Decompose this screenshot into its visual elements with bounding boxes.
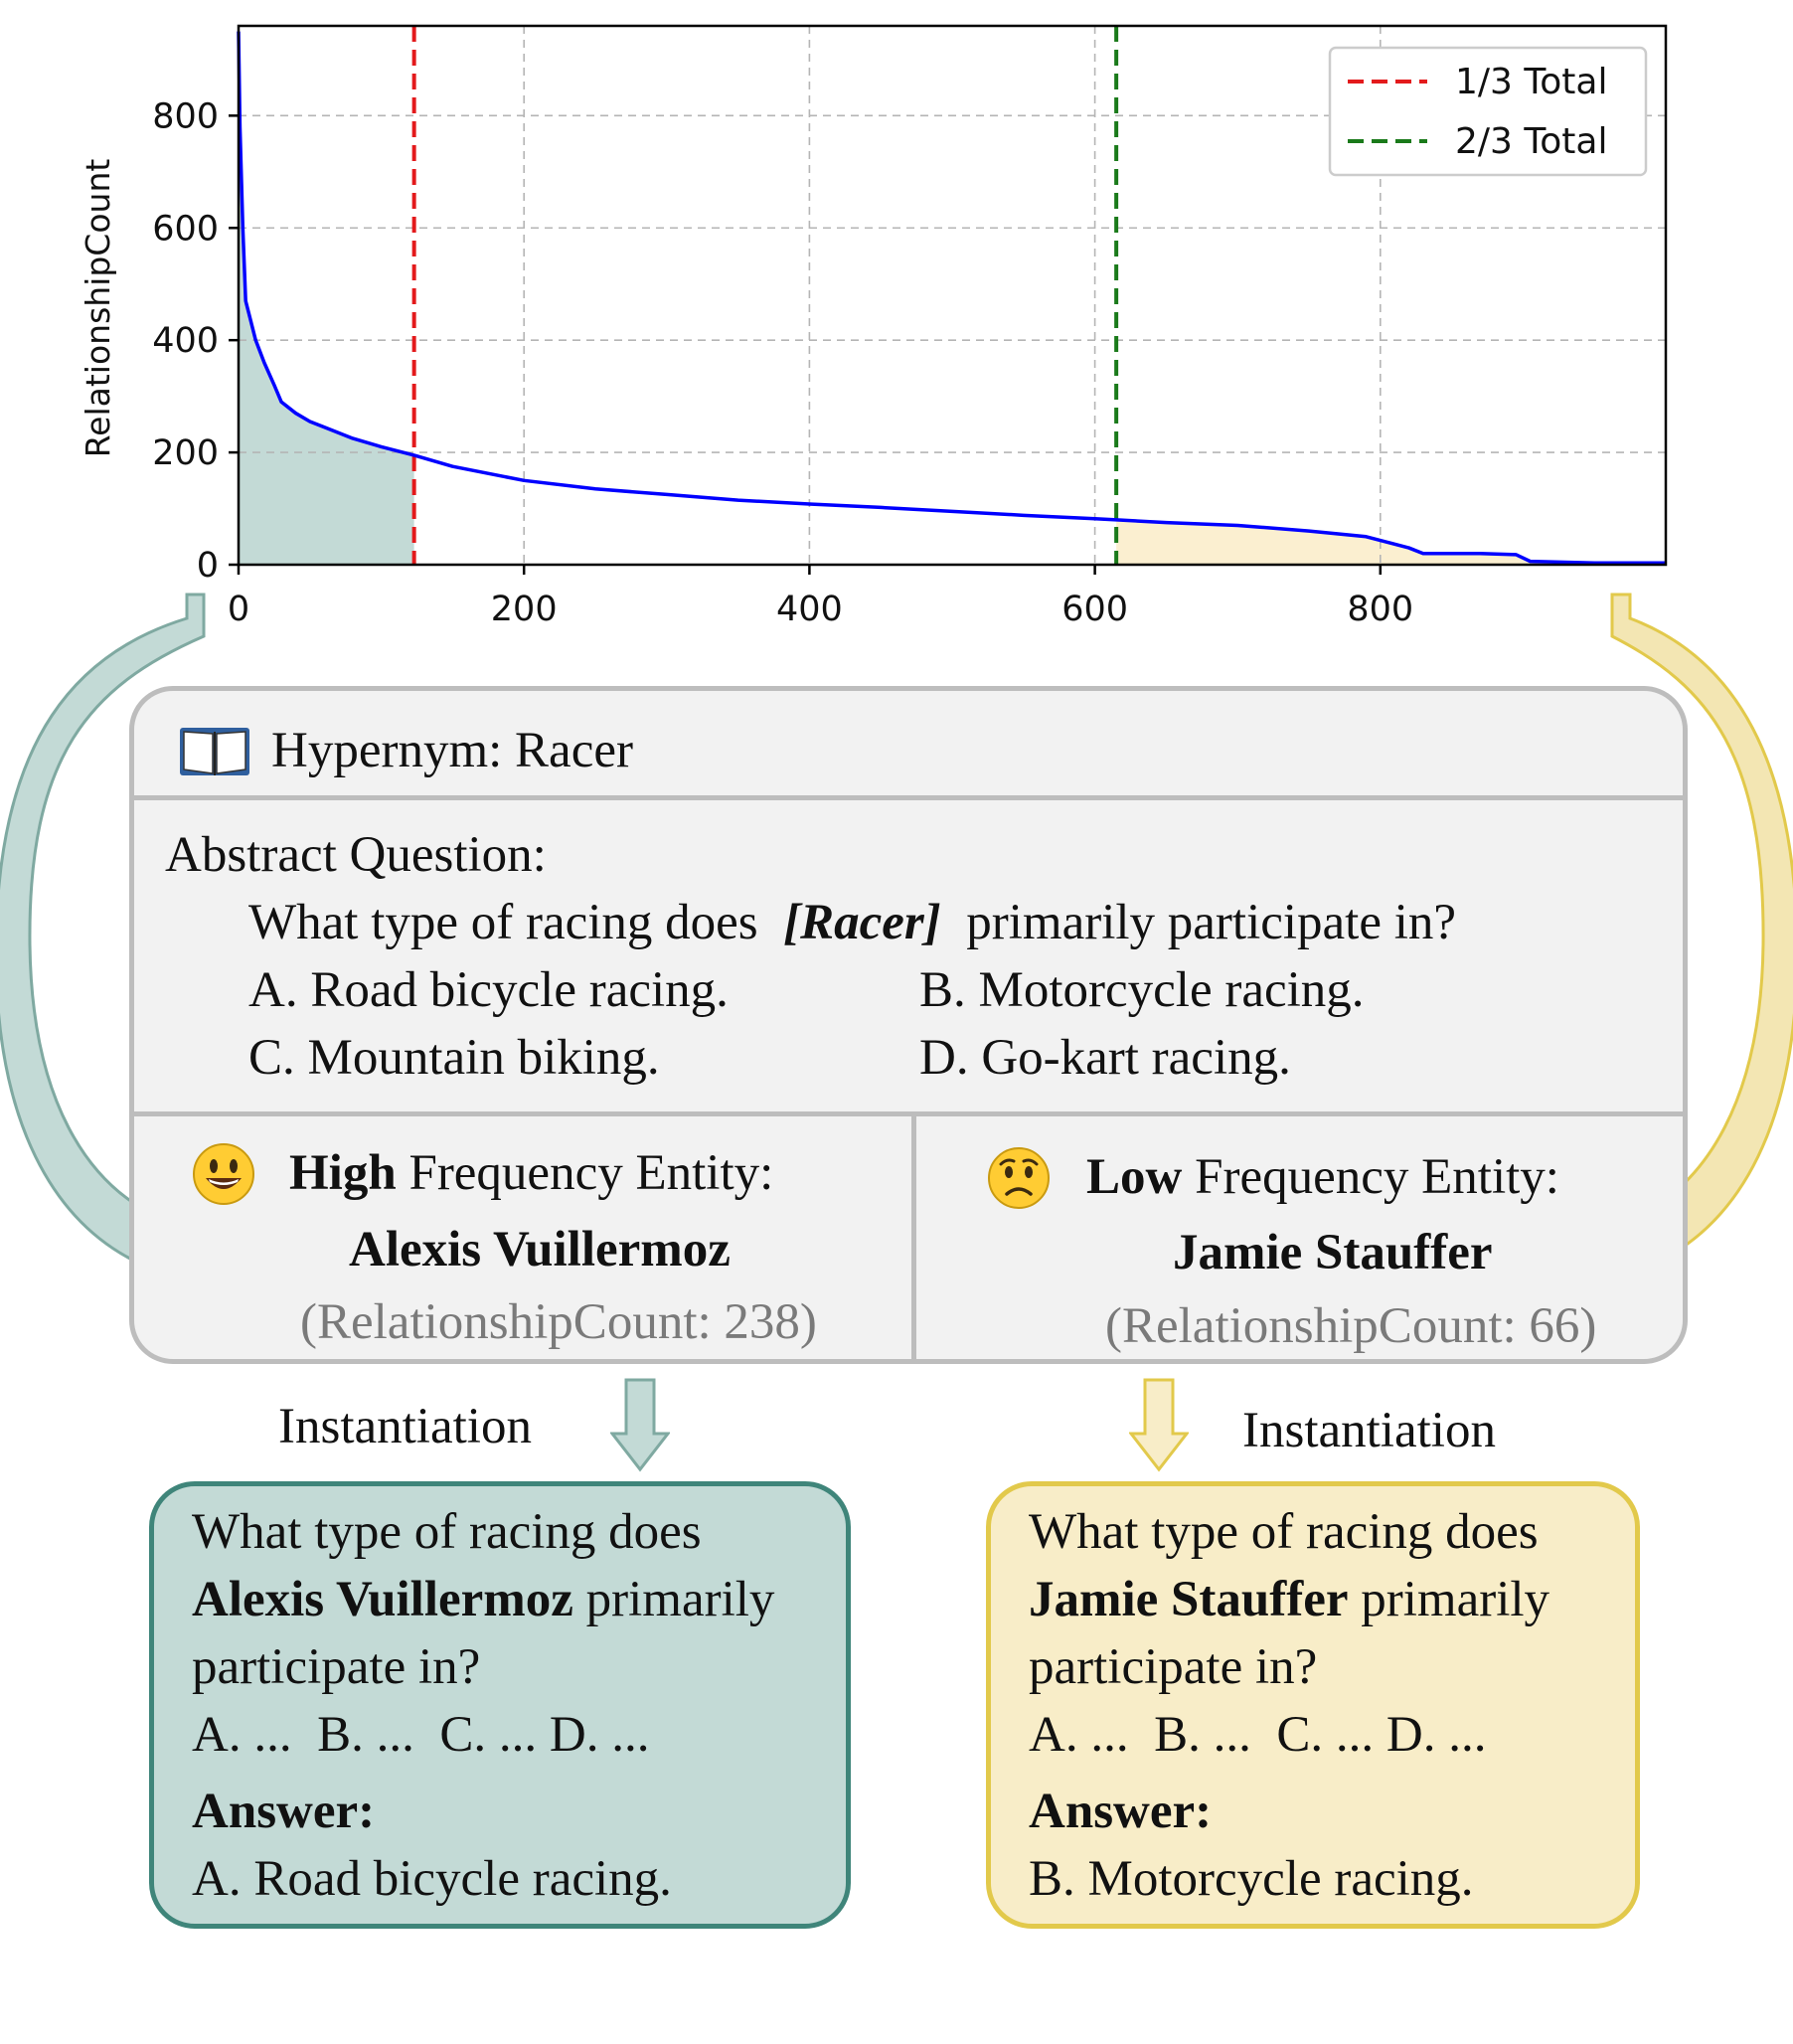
abstract-question — [248, 895, 1457, 950]
relationship-count-chart — [0, 0, 1793, 656]
grinning-face-icon — [192, 1142, 255, 1206]
high-entity-count: (RelationshipCount: 238) — [300, 1294, 817, 1350]
legend-label-1: 1/3 Total — [1455, 62, 1608, 102]
down-arrow-left-icon — [610, 1378, 670, 1473]
low-q-entity: Jamie Stauffer — [1029, 1572, 1349, 1627]
high-answer-label — [192, 1784, 376, 1839]
x-tick-label-200: 200 — [490, 590, 558, 629]
y-tick-label-200: 200 — [152, 433, 219, 474]
abstract-question-row — [134, 800, 1683, 1116]
high-q-entity: Alexis Vuillermoz — [192, 1572, 573, 1627]
entity-row — [134, 1116, 1683, 1364]
low-q-line3: participate in? — [1029, 1639, 1318, 1695]
abstract-heading: Abstract Question: — [165, 827, 547, 883]
hypernym-label: Hypernym: Racer — [271, 723, 633, 778]
high-answer: A. Road bicycle racing. — [192, 1851, 672, 1907]
low-frequency-label — [1086, 1149, 1559, 1205]
low-answer-colon: : — [1195, 1784, 1213, 1839]
high-q-line3: participate in? — [192, 1639, 481, 1695]
low-answer-label — [1029, 1784, 1213, 1839]
y-axis-label: RelationshipCount — [79, 158, 117, 458]
chart-vlines — [414, 26, 1117, 565]
option-a: A. Road bicycle racing. — [248, 962, 729, 1018]
entity-divider — [911, 1116, 916, 1364]
option-b: B. Motorcycle racing. — [919, 962, 1365, 1018]
question-entity-placeholder: [Racer] — [783, 895, 941, 950]
high-answer-colon: : — [358, 1784, 376, 1839]
low-entity-count: (RelationshipCount: 66) — [1105, 1298, 1597, 1354]
legend — [1330, 48, 1646, 175]
abstract-question-panel — [129, 686, 1688, 1364]
low-frequency-question-box — [986, 1481, 1640, 1929]
x-tick-label-400: 400 — [775, 590, 843, 629]
low-answer: B. Motorcycle racing. — [1029, 1851, 1474, 1907]
low-q-options: A. ... B. ... C. ... D. ... — [1029, 1707, 1487, 1763]
down-arrow-right-icon — [1129, 1378, 1189, 1473]
instantiation-label-left: Instantiation — [278, 1399, 532, 1454]
area-fill-1 — [239, 32, 414, 565]
high-q-line1: What type of racing does — [192, 1504, 702, 1560]
option-d: D. Go-kart racing. — [919, 1030, 1291, 1086]
high-q-options: A. ... B. ... C. ... D. ... — [192, 1707, 650, 1763]
low-q-line2 — [1029, 1572, 1550, 1627]
low-q-line2-rest: primarily — [1361, 1572, 1550, 1627]
y-tick-label-600: 600 — [152, 209, 219, 250]
legend-label-2: 2/3 Total — [1455, 121, 1608, 162]
low-q-line1: What type of racing does — [1029, 1504, 1539, 1560]
high-entity-name: Alexis Vuillermoz — [349, 1222, 731, 1278]
high-label-bold: High — [289, 1145, 397, 1201]
low-label-rest: Frequency Entity: — [1195, 1149, 1559, 1205]
low-entity-name: Jamie Stauffer — [1173, 1225, 1493, 1280]
high-q-line2-rest: primarily — [585, 1572, 775, 1627]
option-c: C. Mountain biking. — [248, 1030, 660, 1086]
high-frequency-question-box — [149, 1481, 851, 1929]
hypernym-row — [134, 691, 1683, 800]
high-answer-word: Answer — [192, 1784, 359, 1839]
question-pre: What type of racing does — [248, 895, 758, 950]
open-book-icon — [178, 724, 251, 777]
low-answer-word: Answer — [1029, 1784, 1196, 1839]
y-tick-label-800: 800 — [152, 96, 219, 137]
low-label-bold: Low — [1086, 1149, 1183, 1205]
instantiation-label-right: Instantiation — [1242, 1403, 1496, 1458]
x-tick-label-0: 0 — [227, 590, 250, 629]
worried-face-icon — [987, 1146, 1051, 1210]
high-q-line2 — [192, 1572, 775, 1627]
question-post: primarily participate in? — [966, 895, 1457, 950]
high-label-rest: Frequency Entity: — [408, 1145, 774, 1201]
y-tick-label-0: 0 — [196, 546, 219, 586]
high-frequency-label — [289, 1145, 774, 1201]
y-tick-label-400: 400 — [152, 321, 219, 362]
x-tick-label-600: 600 — [1061, 590, 1129, 629]
x-tick-label-800: 800 — [1347, 590, 1414, 629]
